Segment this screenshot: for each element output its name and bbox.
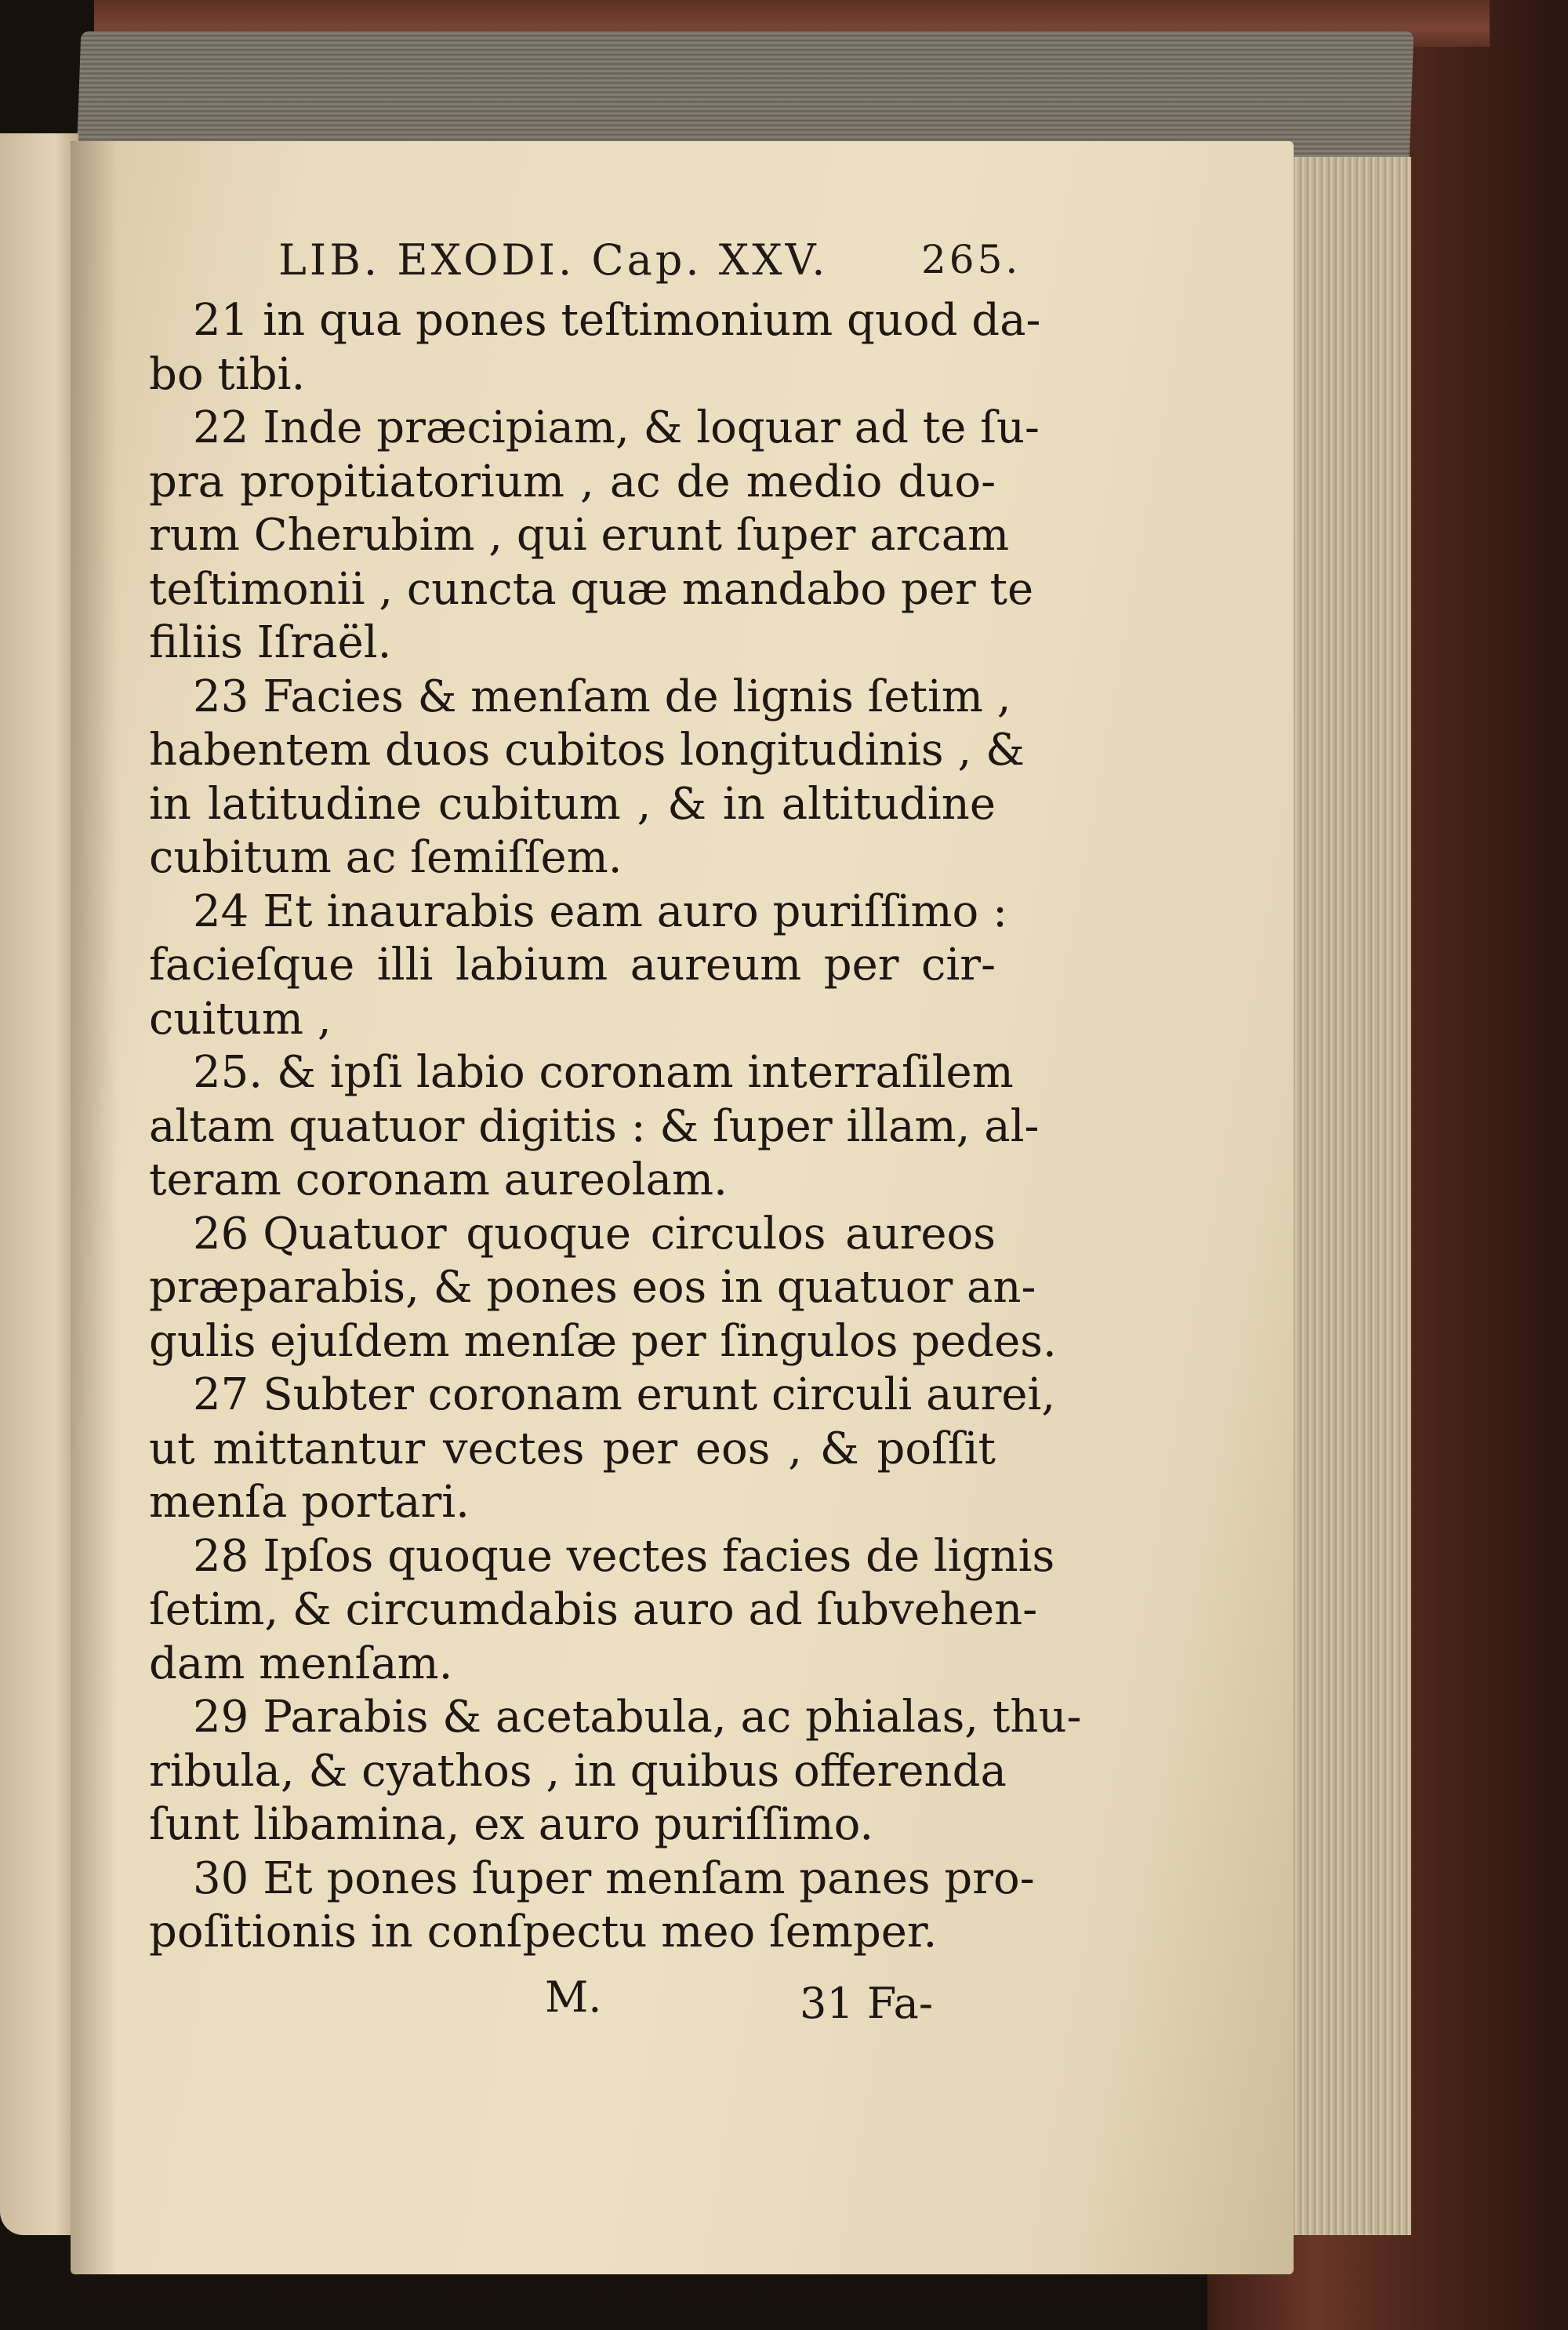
verse-line	[149, 939, 996, 993]
verse-line	[149, 1046, 1014, 1100]
signature-mark: M.	[545, 1972, 602, 2022]
verse	[149, 402, 1040, 671]
verse-line	[149, 885, 1007, 940]
verse-line	[149, 1208, 996, 1262]
verse-line	[149, 993, 996, 1047]
verse-text: Quatuor quoque circulos aureos	[263, 1208, 996, 1260]
verse-text: & ipſi labio coronam interraſilem	[277, 1047, 1014, 1098]
verse-line	[149, 348, 996, 402]
verse	[149, 885, 1007, 1047]
verse	[149, 671, 1025, 885]
verse-line	[149, 1691, 1082, 1745]
text-block	[149, 294, 1082, 1960]
verse-line	[149, 1100, 1040, 1154]
verse-text: Inde præcipiam, & loquar ad te ſu-	[263, 402, 1040, 453]
verse-number: 24	[193, 885, 249, 937]
verse-text: in qua pones teſtimonium quod da-	[263, 295, 1041, 346]
facing-page-edge	[0, 133, 78, 2235]
verse	[149, 1530, 1055, 1692]
verse	[149, 1208, 1057, 1369]
verse-text: pra propitiatorium , ac de medio duo-	[149, 456, 996, 507]
verse-number: 25.	[193, 1047, 263, 1098]
verse-text: gulis ejuſdem menſæ per ſingulos pedes.	[149, 1315, 1057, 1367]
verse-text: teſtimonii , cuncta quæ mandabo per te	[149, 563, 1034, 615]
verse-text: habentem duos cubitos longitudinis , &	[149, 725, 1025, 776]
verse-line	[149, 778, 996, 832]
verse	[149, 1046, 1040, 1208]
verse-text: poſitionis in conſpectu meo ſemper.	[149, 1907, 938, 1957]
verse-number: 27	[193, 1369, 249, 1420]
verse-line	[149, 1852, 1035, 1907]
verse-line	[149, 1261, 1036, 1315]
verse-line	[149, 1530, 1055, 1584]
verse-line	[149, 456, 996, 510]
verse-line	[149, 1154, 996, 1208]
verse	[149, 294, 1041, 402]
page-number: 265.	[921, 237, 1022, 282]
verse-line	[149, 1906, 996, 1960]
verse-line	[149, 616, 996, 671]
verse-text: ſunt libamina, ex auro puriſſimo.	[149, 1799, 874, 1850]
verse-text: Et pones ſuper menſam panes pro-	[263, 1852, 1035, 1904]
verse-line	[149, 509, 1010, 563]
verse-text: ribula, & cyathos , in quibus offerenda	[149, 1745, 1007, 1797]
verse-line	[149, 1583, 1038, 1638]
verse	[149, 1369, 1056, 1530]
verse-line	[149, 1423, 996, 1477]
running-head-title: LIB. EXODI. Cap. XXV.	[278, 235, 829, 285]
verse-text: teram coronam aureolam.	[149, 1154, 728, 1205]
verse-line	[149, 1798, 996, 1852]
verse-text: Et inaurabis eam auro puriſſimo :	[263, 885, 1007, 937]
gutter-shadow	[71, 141, 118, 2274]
verse	[149, 1852, 1035, 1960]
verse-line	[149, 294, 1041, 348]
verse-text: dam menſam.	[149, 1638, 453, 1689]
verse-number: 28	[193, 1530, 249, 1582]
verse-number: 21	[193, 295, 249, 346]
verse-text: cuitum ,	[149, 993, 332, 1045]
verse-text: Ipſos quoque vectes facies de lignis	[263, 1530, 1055, 1582]
verse-text: filiis Iſraël.	[149, 617, 392, 668]
verse	[149, 1691, 1082, 1852]
verse-text: bo tibi.	[149, 348, 306, 400]
verse-text: præparabis, & pones eos in quatuor an-	[149, 1262, 1036, 1313]
page-footer	[149, 1972, 996, 2035]
verse-line	[149, 1369, 1056, 1423]
verse-text: rum Cherubim , qui erunt ſuper arcam	[149, 510, 1010, 561]
verse-text: Subter coronam erunt circuli aurei,	[263, 1369, 1056, 1420]
verse-line	[149, 1745, 1007, 1799]
verse-text: menſa portari.	[149, 1477, 470, 1528]
verse-line	[149, 1315, 1057, 1369]
verse-line	[149, 831, 996, 885]
verse-text: facieſque illi labium aureum per cir-	[149, 940, 996, 991]
verse-number: 26	[193, 1208, 249, 1260]
verse-text: ut mittantur vectes per eos , & poſſit	[149, 1423, 996, 1474]
verse-number: 30	[193, 1852, 249, 1904]
catchword: 31 Fa-	[800, 1979, 934, 2028]
verse-text: Parabis & acetabula, ac phialas, thu-	[263, 1692, 1082, 1743]
verse-line	[149, 1638, 996, 1692]
verse-text: Facies & menſam de lignis ſetim ,	[263, 671, 1011, 722]
verse-text: ſetim, & circumdabis auro ad ſubvehen-	[149, 1584, 1038, 1635]
verse-line	[149, 402, 1040, 456]
verse-number: 29	[193, 1692, 249, 1743]
verse-text: altam quatuor digitis : & ſuper illam, al-	[149, 1100, 1040, 1152]
verse-number: 22	[193, 402, 249, 453]
verse-text: in latitudine cubitum , & in altitudine	[149, 778, 996, 830]
verse-line	[149, 724, 1025, 778]
verse-line	[149, 671, 1011, 725]
verse-text: cubitum ac ſemiſſem.	[149, 832, 622, 883]
verse-number: 23	[193, 671, 249, 722]
running-head	[278, 235, 1022, 298]
verse-line	[149, 563, 1034, 617]
verse-line	[149, 1476, 996, 1530]
